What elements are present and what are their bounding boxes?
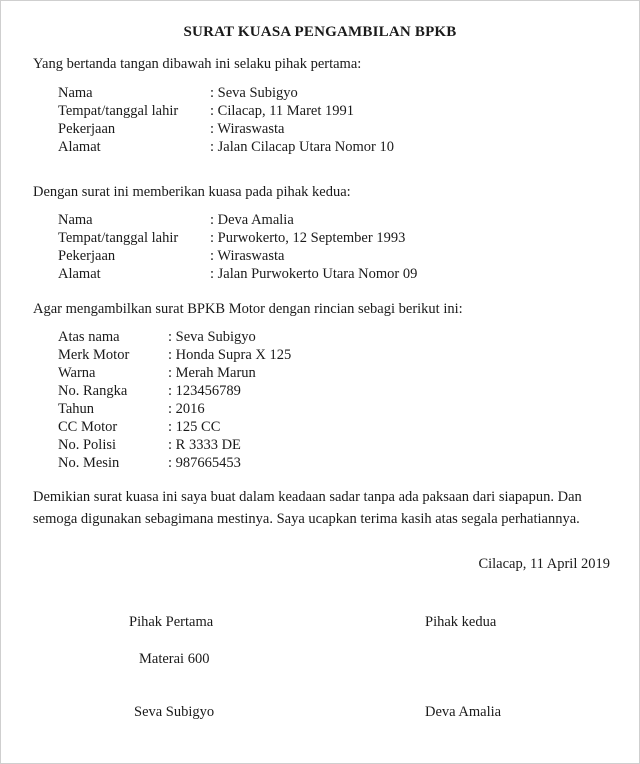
field-value: : 125 CC xyxy=(168,419,221,435)
field-value: : Cilacap, 11 Maret 1991 xyxy=(210,103,355,119)
field-value: : 987665453 xyxy=(168,455,241,471)
field-label: Pekerjaan xyxy=(58,248,116,264)
field-label: Tahun xyxy=(58,401,95,417)
field-value: : R 3333 DE xyxy=(168,437,241,453)
vehicle-table xyxy=(58,328,291,472)
field-label: No. Rangka xyxy=(58,383,128,399)
field-label: Tempat/tanggal lahir xyxy=(58,103,179,119)
document-title: SURAT KUASA PENGAMBILAN BPKB xyxy=(183,24,457,40)
field-value: : Seva Subigyo xyxy=(168,329,256,345)
table-row xyxy=(58,229,417,247)
table-row xyxy=(58,102,394,120)
field-label: Merk Motor xyxy=(58,347,130,363)
table-row xyxy=(58,138,394,156)
field-label: Alamat xyxy=(58,139,101,155)
table-row xyxy=(58,247,417,265)
field-value: : Jalan Cilacap Utara Nomor 10 xyxy=(210,139,395,155)
intro-second-party: Dengan surat ini memberikan kuasa pada pihak kedua: xyxy=(33,184,351,200)
intro-vehicle: Agar mengambilkan surat BPKB Motor dengan rincian sebagi berikut ini: xyxy=(33,301,463,317)
intro-first-party: Yang bertanda tangan dibawah ini selaku pihak pertama: xyxy=(33,56,362,72)
field-value: : Wiraswasta xyxy=(210,121,285,137)
second-party-name: Deva Amalia xyxy=(425,704,502,720)
first-party-name: Seva Subigyo xyxy=(134,704,215,720)
field-label: Alamat xyxy=(58,266,101,282)
field-label: No. Polisi xyxy=(58,437,117,453)
table-row xyxy=(58,382,291,400)
field-value: : 123456789 xyxy=(168,383,241,399)
second-party-label: Pihak kedua xyxy=(425,614,497,630)
table-row xyxy=(58,211,417,229)
first-party-label: Pihak Pertama xyxy=(129,614,214,630)
field-label: Warna xyxy=(58,365,96,381)
table-row xyxy=(58,436,291,454)
table-row xyxy=(58,328,291,346)
table-row xyxy=(58,418,291,436)
table-row xyxy=(58,265,417,283)
stamp-text: Materai 600 xyxy=(139,651,210,667)
field-value: : Jalan Purwokerto Utara Nomor 09 xyxy=(210,266,418,282)
field-label: CC Motor xyxy=(58,419,118,435)
field-value: : Deva Amalia xyxy=(210,212,294,228)
field-label: Nama xyxy=(58,85,93,101)
place-date: Cilacap, 11 April 2019 xyxy=(478,556,610,572)
table-row xyxy=(58,400,291,418)
second-party-table xyxy=(58,211,417,283)
table-row xyxy=(58,120,394,138)
field-value: : Wiraswasta xyxy=(210,248,285,264)
table-row xyxy=(58,454,291,472)
field-value: : Honda Supra X 125 xyxy=(168,347,292,363)
field-label: Tempat/tanggal lahir xyxy=(58,230,179,246)
table-row xyxy=(58,346,291,364)
field-label: Atas nama xyxy=(58,329,120,345)
first-party-table xyxy=(58,84,394,156)
field-label: No. Mesin xyxy=(58,455,120,471)
field-value: : Merah Marun xyxy=(168,365,256,381)
closing-paragraph: Demikian surat kuasa ini saya buat dalam keadaan sadar tanpa ada paksaan dari siapapun. Dan semoga digunakan sebagimana mestinya. Saya ucapkan terima kasih atas segala perhatiannya. xyxy=(33,489,582,527)
field-value: : Purwokerto, 12 September 1993 xyxy=(210,230,406,246)
table-row xyxy=(58,84,394,102)
field-value: : 2016 xyxy=(168,401,205,417)
field-value: : Seva Subigyo xyxy=(210,85,298,101)
field-label: Pekerjaan xyxy=(58,121,116,137)
table-row xyxy=(58,364,291,382)
field-label: Nama xyxy=(58,212,93,228)
